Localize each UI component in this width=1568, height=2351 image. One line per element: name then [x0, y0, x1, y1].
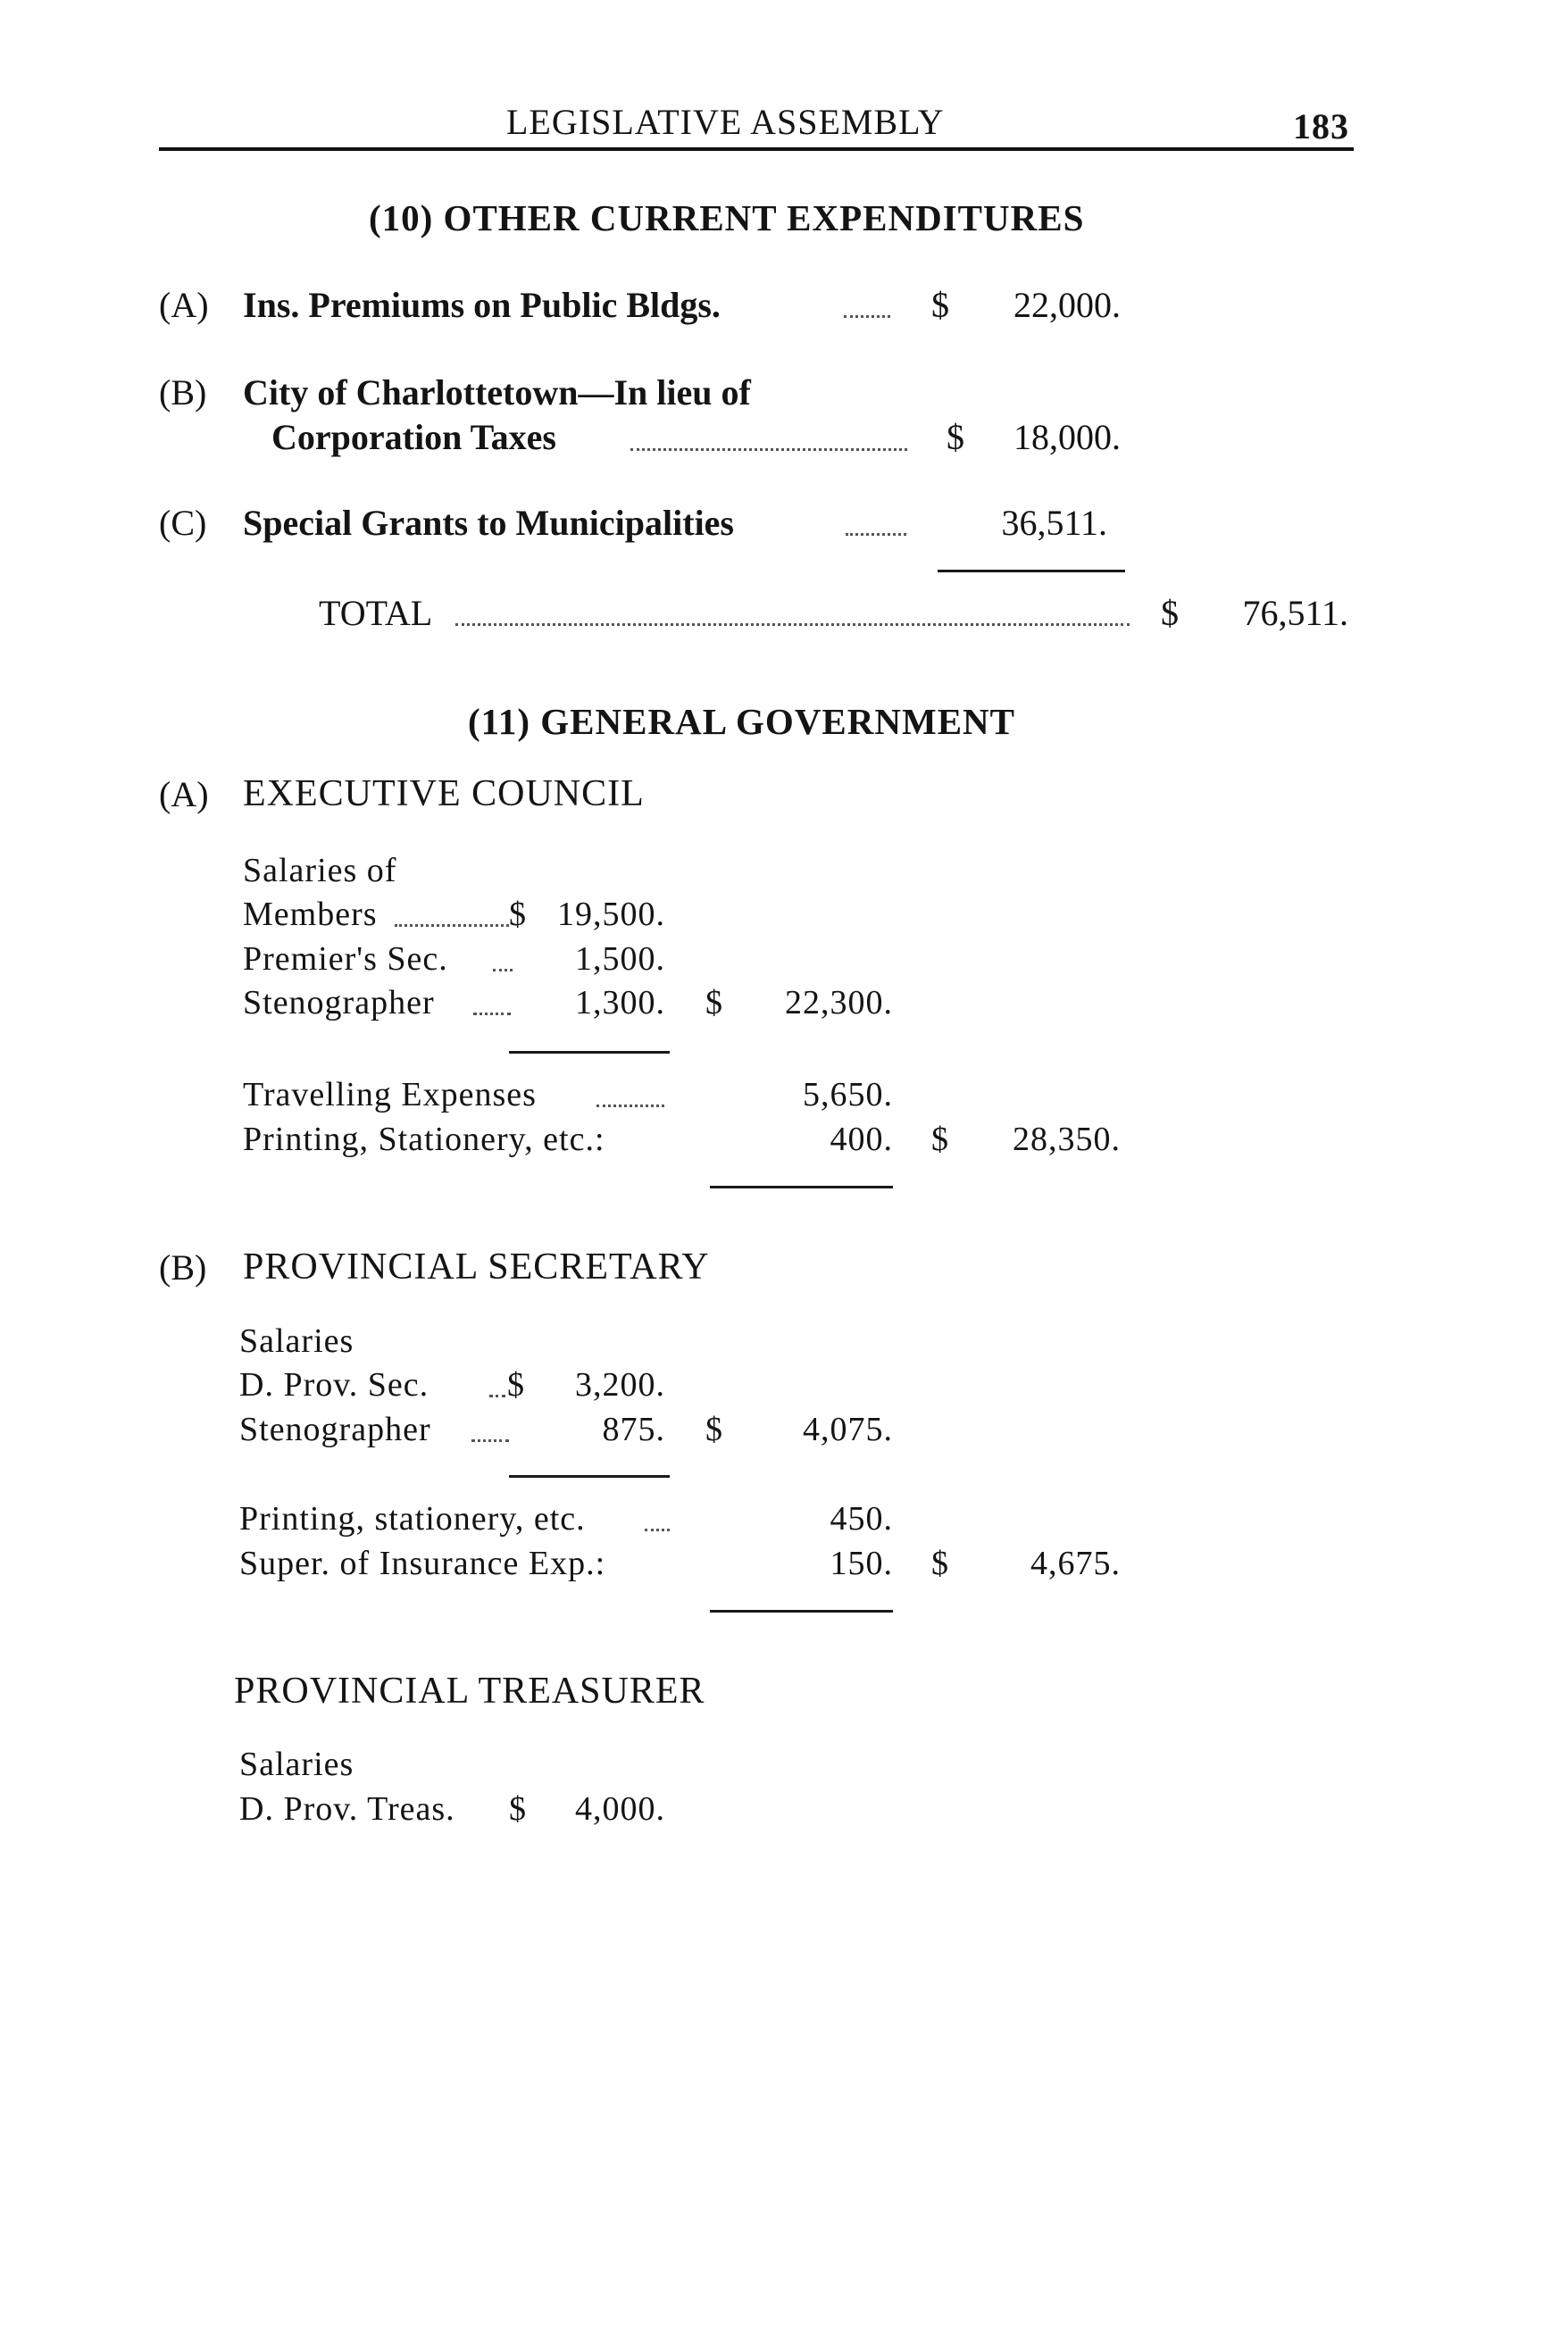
salary-line-label: Stenographer: [243, 984, 435, 1021]
section-title: (10) OTHER CURRENT EXPENDITURES: [369, 197, 1085, 238]
subsection-heading: PROVINCIAL TREASURER: [234, 1671, 705, 1712]
salary-line-label: D. Prov. Sec.: [239, 1366, 430, 1404]
salaries-label: Salaries: [239, 1746, 354, 1783]
sum-rule: [509, 1051, 670, 1054]
leader-dots: [395, 924, 509, 927]
subsection-marker: (B): [159, 1247, 207, 1288]
salary-line-label: D. Prov. Treas.: [239, 1790, 455, 1828]
item-label: Ins. Premiums on Public Bldgs.: [243, 285, 721, 325]
sum-rule: [710, 1610, 893, 1613]
section-title: (11) GENERAL GOVERNMENT: [468, 701, 1015, 742]
currency-sign: $: [947, 417, 964, 457]
currency-sign: $: [509, 1790, 527, 1828]
subsection-total: 28,350.: [1013, 1121, 1121, 1158]
subsection-heading: PROVINCIAL SECRETARY: [243, 1246, 710, 1288]
expense-line-amount: 450.: [830, 1500, 893, 1538]
total-amount: 76,511.: [1242, 593, 1348, 633]
salary-line-amount: 875.: [602, 1411, 665, 1448]
expense-line-amount: 150.: [830, 1545, 893, 1582]
expense-line-amount: 5,650.: [803, 1076, 893, 1113]
sum-rule: [710, 1186, 893, 1188]
salary-line-amount: 1,500.: [575, 940, 665, 978]
salaries-label: Salaries: [239, 1322, 354, 1360]
currency-sign: $: [931, 1545, 949, 1582]
currency-sign: $: [705, 1411, 723, 1448]
sum-rule: [938, 570, 1125, 572]
subsection-total: 4,675.: [1030, 1545, 1121, 1582]
sum-rule: [509, 1475, 670, 1478]
item-label-line1: City of Charlottetown—In lieu of: [243, 372, 751, 413]
currency-sign: $: [509, 896, 527, 933]
currency-sign: $: [705, 984, 723, 1021]
subsection-heading: EXECUTIVE COUNCIL: [243, 773, 645, 814]
expense-line-label: Travelling Expenses: [243, 1076, 537, 1113]
salaries-label: Salaries of: [243, 852, 397, 889]
salary-line-label: Members: [243, 896, 378, 933]
salary-line-amount: 19,500.: [557, 896, 665, 933]
currency-sign: $: [507, 1366, 525, 1404]
currency-sign: $: [1161, 593, 1179, 633]
currency-sign: $: [931, 285, 949, 325]
salaries-subtotal: 4,075.: [803, 1411, 893, 1448]
currency-sign: $: [931, 1121, 949, 1158]
item-marker: (B): [159, 372, 207, 413]
item-amount: 36,511.: [1001, 503, 1107, 543]
salary-line-amount: 3,200.: [575, 1366, 665, 1404]
item-amount: 22,000.: [1013, 285, 1121, 325]
item-marker: (A): [159, 285, 209, 325]
subsection-marker: (A): [159, 774, 209, 814]
salary-line-amount: 1,300.: [575, 984, 665, 1021]
leader-dots: [645, 1529, 670, 1531]
item-amount: 18,000.: [1013, 417, 1121, 457]
expense-line-label: Super. of Insurance Exp.:: [239, 1545, 606, 1582]
leader-dots: [844, 315, 890, 318]
running-header-title: LEGISLATIVE ASSEMBLY: [506, 102, 945, 142]
leader-dots: [596, 1105, 664, 1107]
salary-line-label: Stenographer: [239, 1411, 431, 1448]
item-label-line2: Corporation Taxes: [271, 417, 556, 457]
header-rule: [159, 147, 1354, 151]
expense-line-label: Printing, Stationery, etc.:: [243, 1121, 605, 1158]
leader-dots: [630, 448, 907, 451]
item-label: Special Grants to Municipalities: [243, 503, 734, 543]
leader-dots: [455, 623, 1130, 626]
expense-line-label: Printing, stationery, etc.: [239, 1500, 586, 1538]
salary-line-label: Premier's Sec.: [243, 940, 448, 978]
salary-line-amount: 4,000.: [575, 1790, 665, 1828]
expense-line-amount: 400.: [830, 1121, 893, 1158]
total-label: TOTAL: [319, 593, 433, 633]
page-number: 183: [1293, 106, 1349, 146]
salaries-subtotal: 22,300.: [785, 984, 893, 1021]
item-marker: (C): [159, 503, 207, 543]
